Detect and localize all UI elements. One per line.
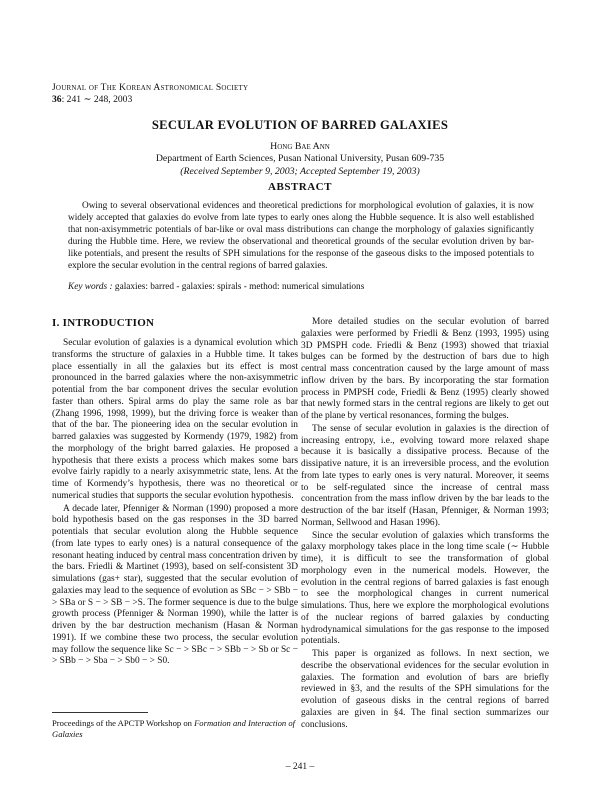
- footnote-italic: Formation and Interaction of Galaxies: [52, 718, 296, 739]
- page-number: – 241 –: [285, 762, 315, 772]
- paragraph: A decade later, Pfenniger & Norman (1990) proposed a more bold hypothesis based on the gas responses in the 3D barred potentials that secular evolution along the Hubble sequence (from late types to early ones) is a natural consequence of the resonant heating induced by central mass concentration driven by the bars. Friedli & Martinet (1993), based on self-consistent 3D simulations (gas+ star), suggested that the secular evolution of galaxies may lead to the sequence of evolution as SBc − > SBb − > SBa or S − > SB − >S. The former sequence is due to the bulge growth process (Pfenniger & Norman 1990), while the latter is driven by the bar destruction mechanism (Hasan & Norman 1991). If we combine these two process, the secular evolution may follow the sequence like Sc − > SBc − > SBb − > Sb or Sc − > SBb − > Sba − > Sb0 − > S0.: [52, 503, 298, 667]
- keywords: [68, 281, 534, 293]
- keywords-text: galaxies: barred - galaxies: spirals - method: numerical simulations: [112, 282, 365, 292]
- footnote-rule: [52, 712, 148, 713]
- paragraph: This paper is organized as follows. In next section, we describe the observational evidences for the secular evolution in galaxies. The formation and evolution of bars are briefly reviewed in §3, and the results of the SPH simulations for the evolution of gaseous disks in the central regions of barred galaxies are given in §4. The final section summarizes our conclusions.: [301, 649, 549, 730]
- paragraph: The sense of secular evolution in galaxies is the direction of increasing entropy, i.e., evolving toward more relaxed shape because it is basically a dissipative process. Because of the dissipative nature, it is an irreversible process, and the evolution from late types to early ones is very natural. Moreover, it seems to be self-regulated since the increase of central mass concentration from the mass inflow driven by the bar leads to the destruction of the bar itself (Hasan, Pfenniger, & Norman 1993; Norman, Sellwood and Hasan 1996).: [301, 423, 549, 528]
- paragraph: Since the secular evolution of galaxies which transforms the galaxy morphology takes place in the long time scale (∼ Hubble time), it is difficult to see the transformation of global morphology even in the numerical models. However, the evolution in the central regions of barred galaxies is fast enough to see the morphological changes in current numerical simulations. Thus, here we explore the morphological evolutions of the nuclear regions of barred galaxies by conducting hydrodynamical simulations for the gas response to the imposed potentials.: [301, 530, 549, 647]
- right-column: [301, 317, 549, 732]
- paper-title: SECULAR EVOLUTION OF BARRED GALAXIES: [151, 118, 449, 132]
- author-block: [0, 141, 600, 178]
- affiliation: Department of Earth Sciences, Pusan National University, Pusan 609-735: [155, 153, 445, 165]
- journal-header: [52, 82, 248, 106]
- footnote: [52, 718, 298, 740]
- left-column: [52, 338, 298, 669]
- keywords-label: Key words :: [68, 282, 113, 292]
- abstract-text: Owing to several observational evidences and theoretical predictions for morphological evolution of galaxies, it is now widely accepted that galaxies do evolve from late types to early ones along the Hubble sequence. It is also well established that non-axisymmetric potentials of bar-like or oval mass distributions can change the morphology of galaxies significantly during the Hubble time. Here, we review the observational and theoretical grounds of the secular evolution driven by bar-like potentials, and present the results of SPH simulations for the response of the gaseous disks to the imposed potentials to explore the secular evolution in the central regions of barred galaxies.: [68, 201, 534, 272]
- footnote-prefix: Proceedings of the APCTP Workshop on: [52, 718, 195, 728]
- section-heading: I. INTRODUCTION: [52, 317, 155, 329]
- received-dates: (Received September 9, 2003; Accepted September 19, 2003): [180, 165, 420, 177]
- journal-name: Journal of The Korean Astronomical Society: [52, 82, 249, 93]
- paragraph: Secular evolution of galaxies is a dynamical evolution which transforms the structure of galaxies in a Hubble time. It takes place essentially in all the galaxies but its effect is most pronounced in the barred galaxies where the non-axisymmetric potential from the bar component drives the secular evolution faster than others. Spiral arms do play the same role as bar (Zhang 1996, 1998, 1999), but the driving force is weaker than that of the bar. The pioneering idea on the secular evolution in barred galaxies was suggested by Kormendy (1979, 1982) from the morphology of the bright barred galaxies. He proposed a hypothesis that there exists a process which makes some bars evolve fairly rapidly to a nearly axisymmetric state, lens. At the time of Kormendy’s hypothesis, there was no theoretical or numerical studies that supports the secular evolution hypothesis.: [52, 338, 298, 501]
- journal-volume: 36: [52, 94, 62, 105]
- author-name: Hong Bae Ann: [270, 141, 330, 152]
- paragraph: More detailed studies on the secular evolution of barred galaxies were performed by Friedli & Benz (1993, 1995) using 3D PMSPH code. Friedli & Benz (1993) showed that triaxial bulges can be formed by the destruction of bars due to high central mass concentration caused by the large amount of mass inflow driven by the bars. By incorporating the star formation process in PMPSH code, Friedli & Benz (1995) clearly showed that newly formed stars in the central regions are likely to get out of the plane by vertical resonances, forming the bulges.: [301, 317, 549, 421]
- journal-pages: : 241 ∼ 248, 2003: [61, 94, 133, 105]
- journal-volume-pages: [52, 94, 248, 106]
- abstract-heading: ABSTRACT: [268, 181, 332, 193]
